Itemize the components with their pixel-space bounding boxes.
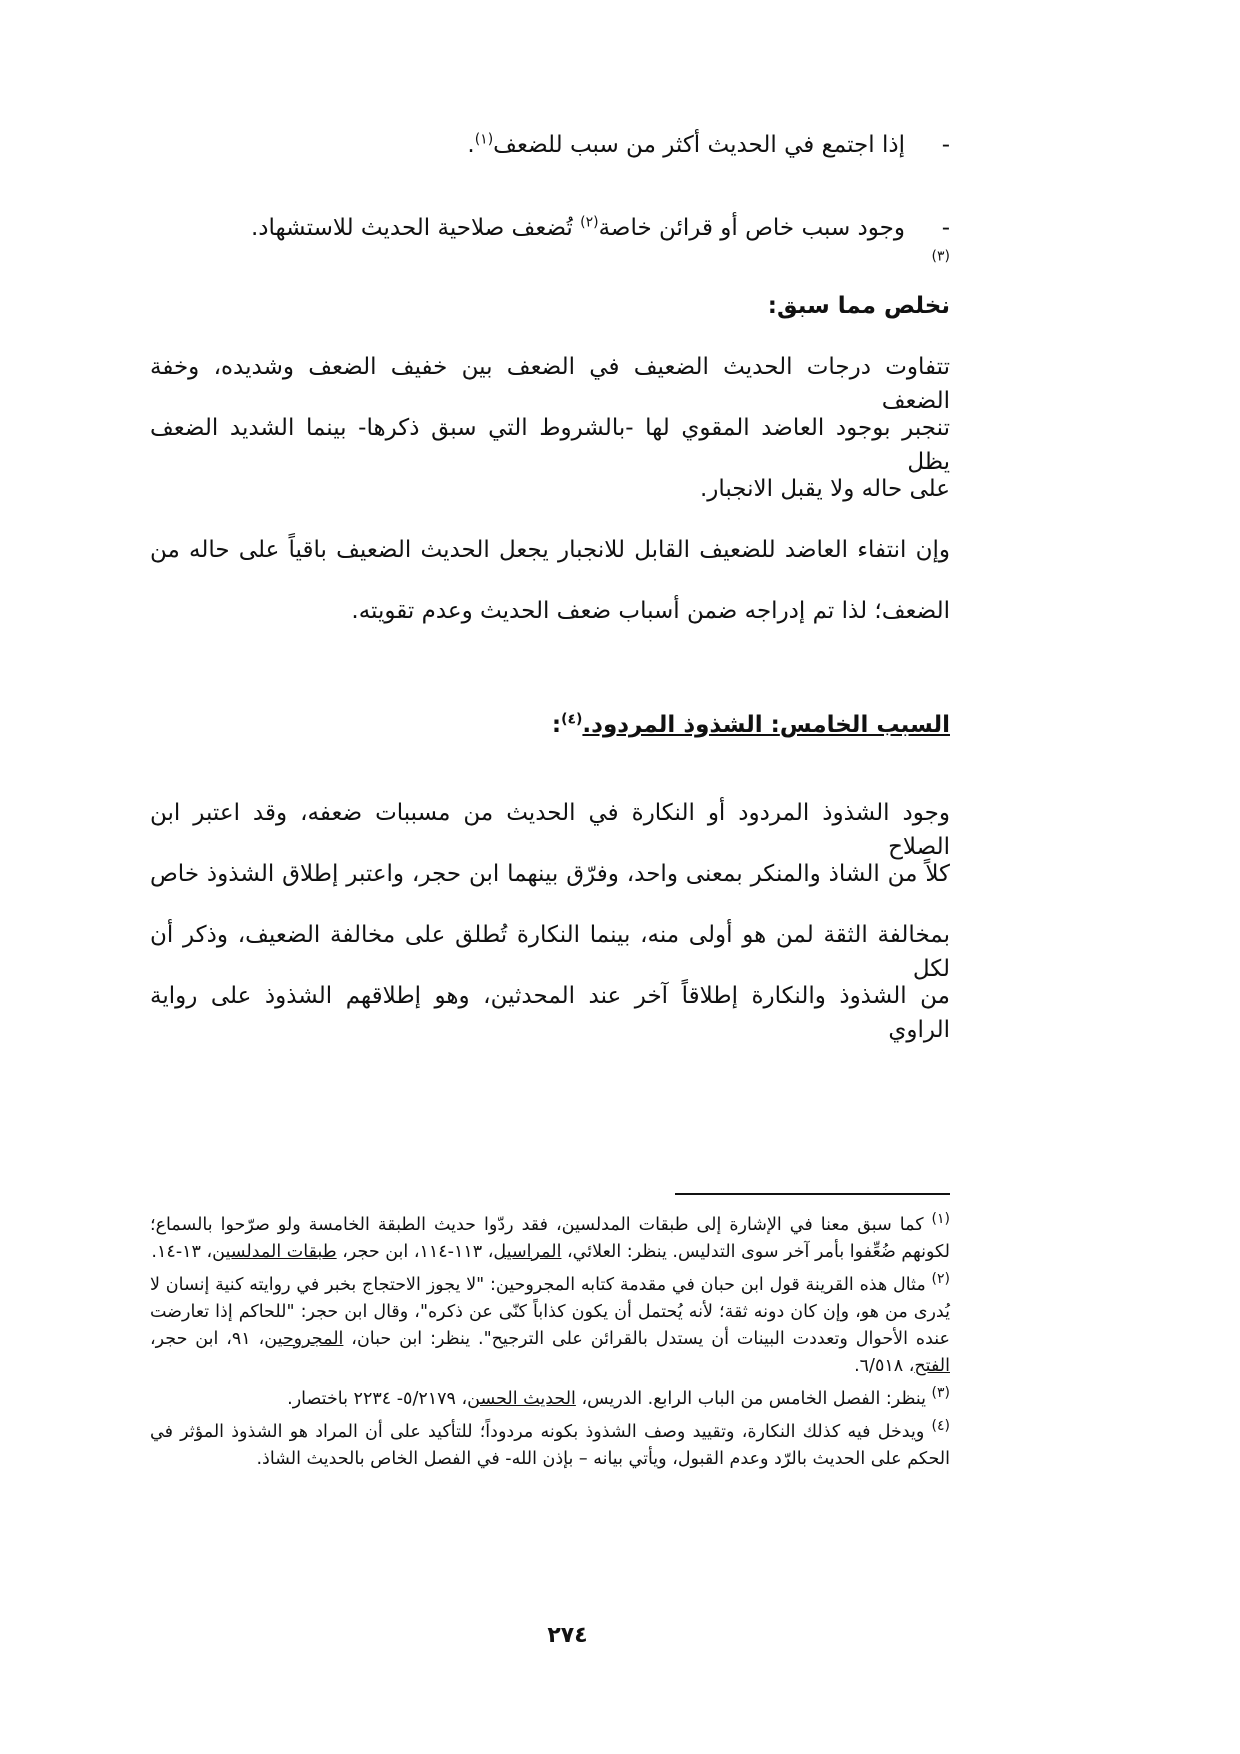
footnote-text: مثال هذه القرينة قول ابن حبان في مقدمة كتابه المجروحين: "لا يجوز الاحتجاج بخبر في روايته كنية إنسان لا يُدرى من هو، وإن كان دونه ثقة؛ لأنه يُحتمل أن يكون كذاباً كنّى عن ذكره"، وقال ابن حجر: "للحاكم إذا تعارضت عنده الأحوال وتعددت البينات أن يستدل بالقرائن على الترجيح". ينظر: ابن حبان،	[150, 1275, 950, 1349]
footnote-text: ، ٥/٢١٧٩- ٢٢٣٤ باختصار.	[287, 1389, 468, 1409]
text-line: كلاً من الشاذ والمنكر بمعنى واحد، وفرّق بينهما ابن حجر، واعتبر إطلاق الشذوذ خاص	[150, 861, 950, 887]
section-heading-label: السبب الخامس	[779, 712, 950, 738]
footnote-text: ، ٩١، ابن حجر،	[150, 1329, 265, 1349]
text-line: بمخالفة الثقة لمن هو أولى منه، بينما النكارة تُطلق على مخالفة الضعيف، وذكر أن لكل	[150, 922, 950, 982]
footnote-text: ينظر: الفصل الخامس من الباب الرابع. الدريس،	[575, 1389, 932, 1409]
text-line: الضعف؛ لذا تم إدراجه ضمن أسباب ضعف الحديث وعدم تقويته.	[351, 598, 950, 624]
text-line: وجود الشذوذ المردود أو النكارة في الحديث من مسببات ضعفه، وقد اعتبر ابن الصلاح	[150, 800, 950, 860]
bullet-item	[250, 211, 950, 279]
footnote	[150, 1212, 950, 1266]
footnote-number: (٤)	[931, 1418, 950, 1435]
footnote-source-title: طبقات المدلسين	[212, 1242, 337, 1262]
summary-paragraph	[150, 350, 950, 655]
bullet-text: وجود سبب خاص أو قرائن خاصة	[598, 215, 905, 241]
footnote-separator	[675, 1193, 950, 1195]
footnote-text: كما سبق معنا في الإشارة إلى طبقات المدلسين، فقد ردّوا حديث الطبقة الخامسة ولو صرّحوا بالسماع؛ لكونهم ضُعِّفوا بأمر آخر سوى التدليس. ينظر: العلائي،	[150, 1215, 950, 1262]
footnote	[150, 1386, 950, 1413]
text-line: تنجبر بوجود العاضد المقوي لها -بالشروط التي سبق ذكرها- بينما الشديد الضعف يظل	[150, 415, 950, 475]
text-line: من الشذوذ والنكارة إطلاقاً آخر عند المحدثين، وهو إطلاقهم الشذوذ على رواية الراوي	[150, 983, 950, 1043]
text-line: وإن انتفاء العاضد للضعيف القابل للانجبار يجعل الحديث الضعيف باقياً على حاله من	[150, 537, 950, 563]
footnote-number: (١)	[931, 1211, 950, 1228]
page-number: ٢٧٤	[547, 1623, 588, 1648]
footnote-ref[interactable]: (٤)	[561, 711, 583, 728]
footnote-source-title: المراسيل	[493, 1242, 562, 1262]
summary-heading: نخلص مما سبق:	[767, 293, 950, 319]
footnote-source-title: الفتح	[914, 1356, 950, 1376]
section-paragraph	[150, 796, 950, 1043]
bullet-dash: -	[941, 132, 950, 158]
footnote-text: ، ٦/٥١٨.	[854, 1356, 915, 1376]
bullet-end: .	[467, 132, 475, 158]
footnote-number: (٢)	[931, 1271, 950, 1288]
footnote-ref[interactable]: (٢)	[580, 214, 599, 231]
footnote	[150, 1272, 950, 1380]
footnote-text: ويدخل فيه كذلك النكارة، وتقييد وصف الشذوذ بكونه مردوداً؛ للتأكيد على أن المراد هو الشذوذ المؤثر في الحكم على الحديث بالرّد وعدم القبول، ويأتي بيانه – بإذن الله- في الفصل الخاص بالحديث الشاذ.	[150, 1422, 950, 1469]
text-line: تتفاوت درجات الحديث الضعيف في الضعف بين خفيف الضعف وشديده، وخفة الضعف	[150, 354, 950, 414]
bullet-dash: -	[941, 215, 950, 241]
footnotes	[150, 1212, 950, 1479]
footnote-source-title: الحديث الحسن	[467, 1389, 576, 1409]
footnote-source-title: المجروحين	[264, 1329, 344, 1349]
bullet-item	[250, 128, 950, 162]
footnote-number: (٣)	[931, 1385, 950, 1402]
footnote	[150, 1419, 950, 1473]
footnote-text: ، ١٣-١٤.	[151, 1242, 213, 1262]
text-line: على حاله ولا يقبل الانجبار.	[699, 476, 950, 502]
footnote-ref[interactable]: (١)	[474, 131, 494, 148]
section-heading-end: :	[551, 712, 562, 738]
bullet-text: تُضعف صلاحية الحديث للاستشهاد.	[250, 215, 581, 241]
section-heading-title: : الشذوذ المردود.	[582, 712, 780, 738]
section-heading	[250, 712, 950, 738]
footnote-text: ، ١١٣-١١٤، ابن حجر،	[336, 1242, 494, 1262]
footnote-ref[interactable]: (٣)	[931, 248, 950, 265]
bullet-text: إذا اجتمع في الحديث أكثر من سبب للضعف	[493, 132, 905, 158]
